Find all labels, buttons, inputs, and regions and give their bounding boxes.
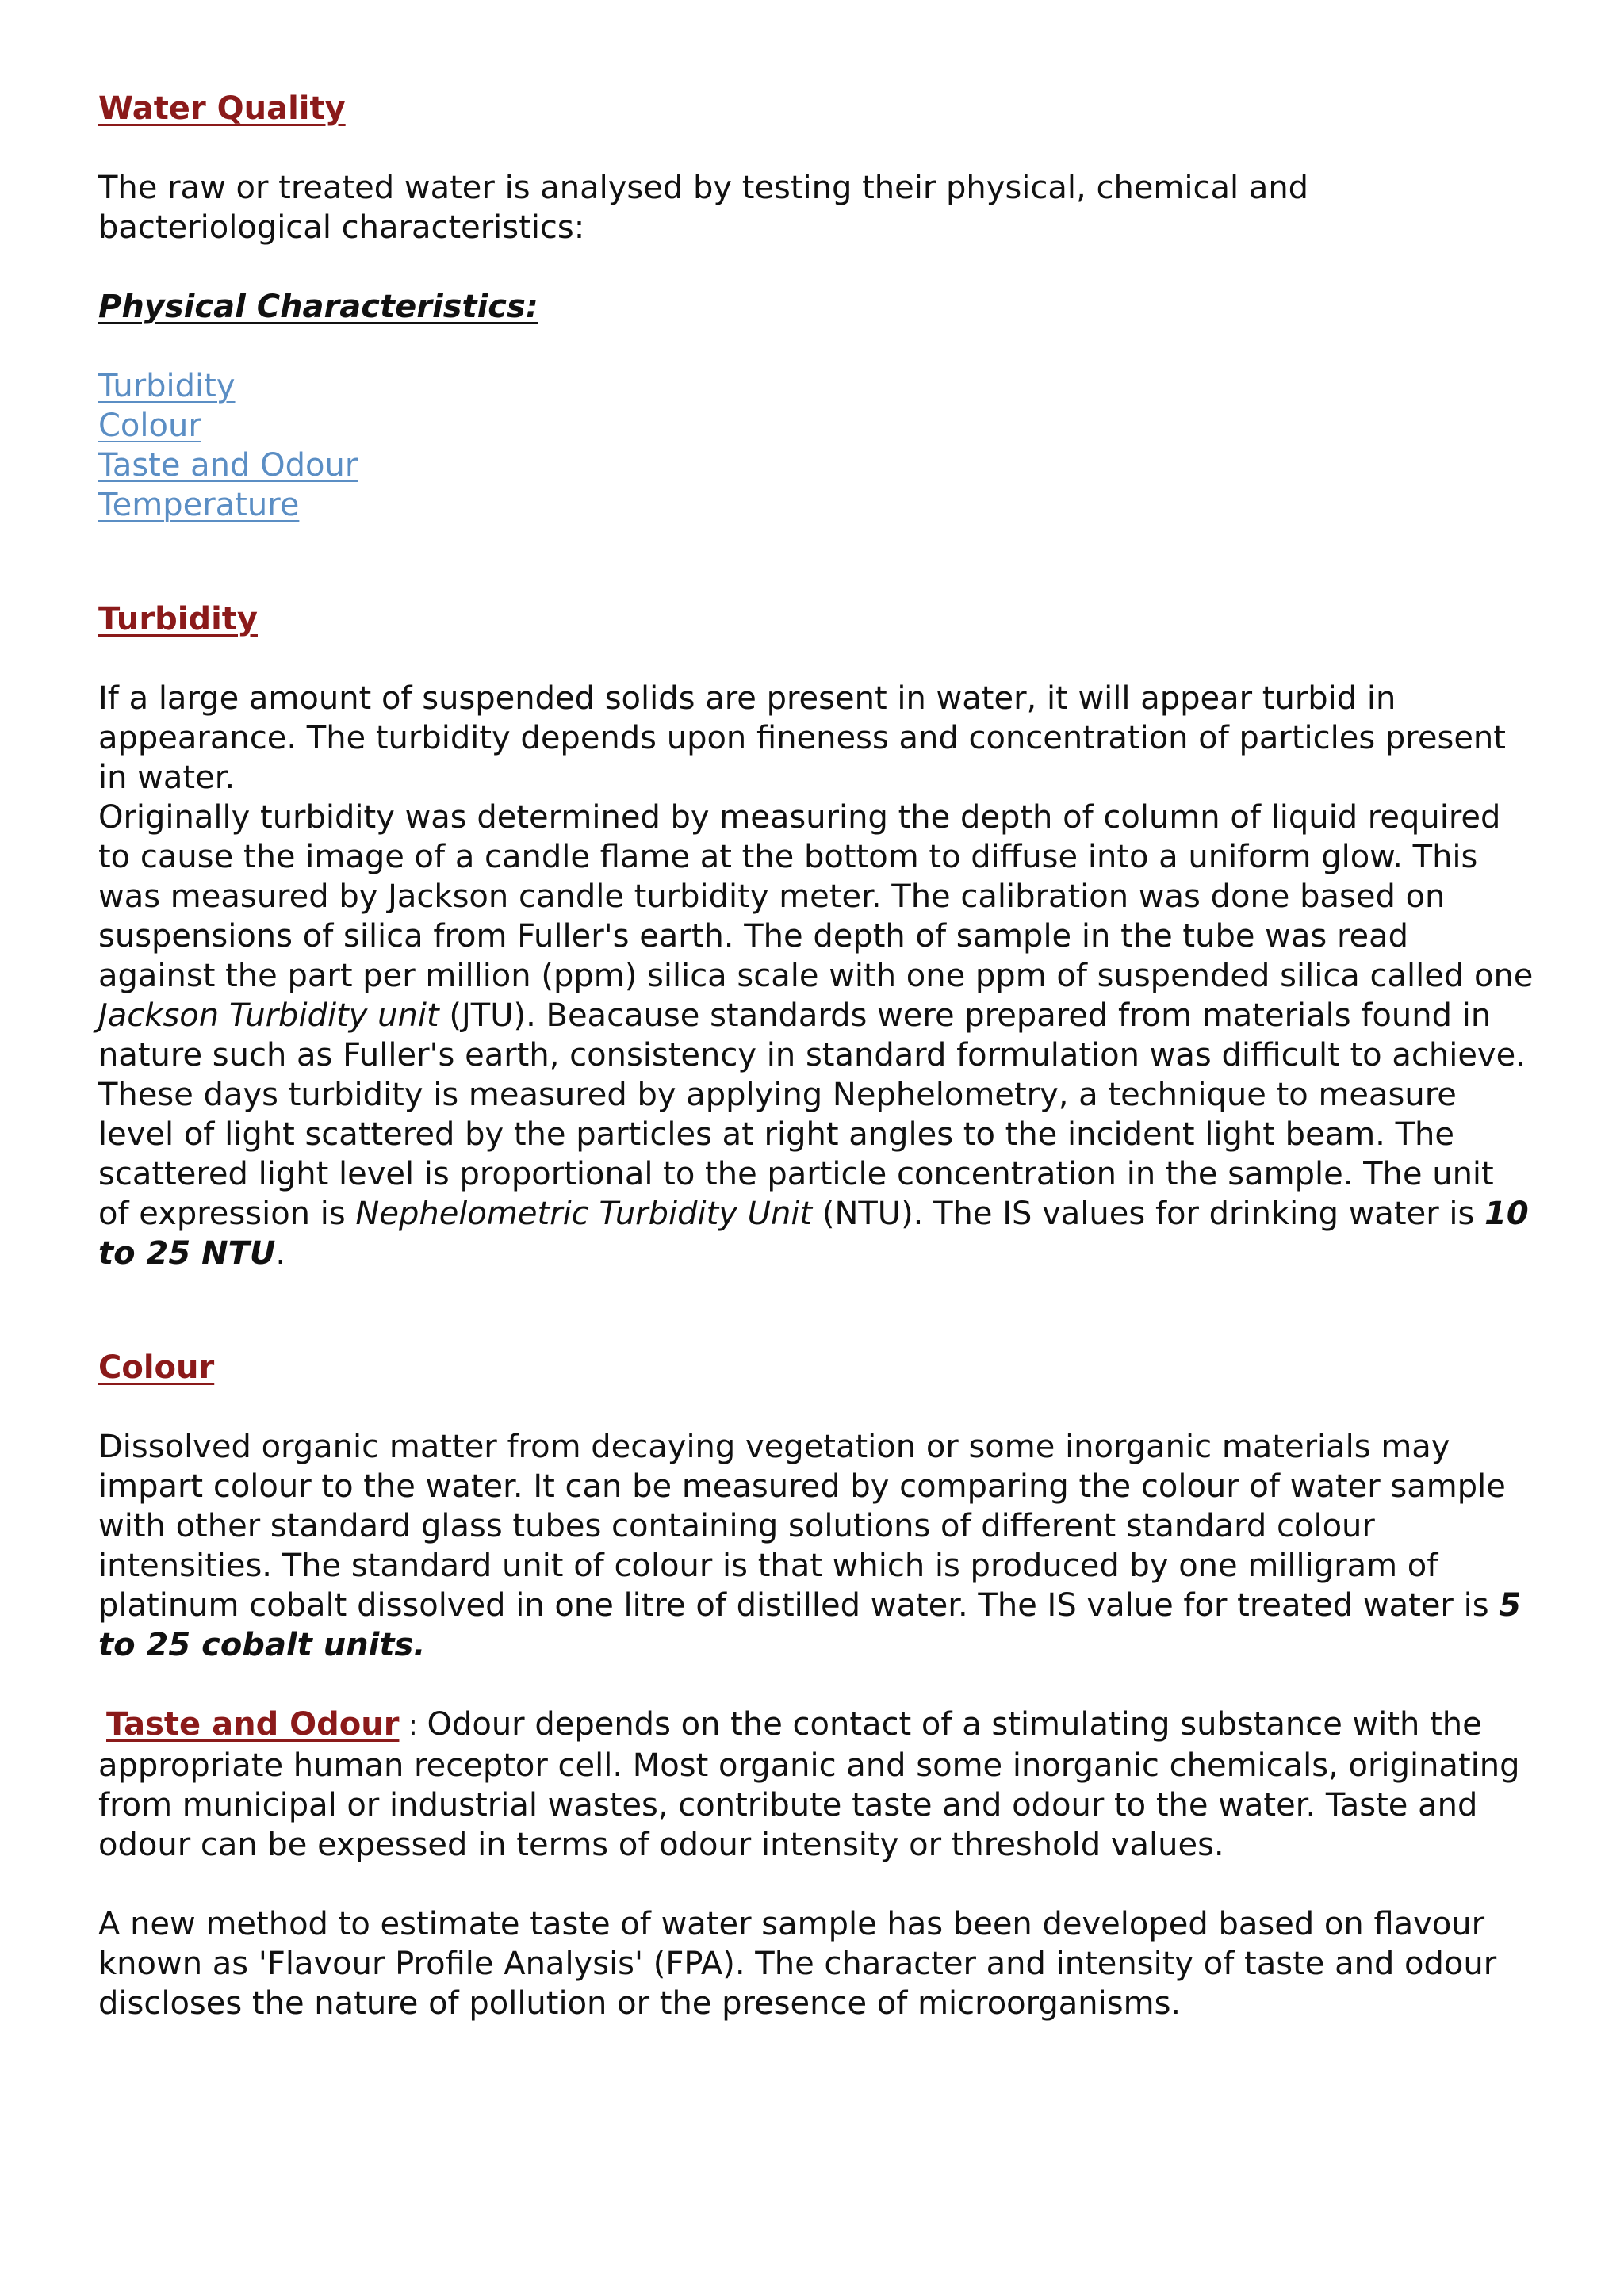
page-title: Water Quality — [98, 90, 346, 127]
colour-paragraph — [98, 1427, 1534, 1665]
physical-characteristics-heading: Physical Characteristics: — [98, 289, 538, 325]
taste-odour-colon: : — [399, 1709, 427, 1742]
turbidity-heading: Turbidity — [98, 601, 258, 637]
colour-text: Dissolved organic matter from decaying vegetation or some inorganic materials may impart colour to the water. It can be measured by comparing the colour of water sample with other standard glass tubes containing solutions of different standard colour intensities. The standard unit of colour is that which is produced by one milligram of platinum cobalt dissolved in one litre of distilled water. The IS value for treated water is — [98, 1429, 1506, 1624]
colour-heading: Colour — [98, 1349, 215, 1386]
taste-odour-text: Odour depends on the contact of a stimulating substance with the appropriate human receptor cell. Most organic and some inorganic chemicals, originating from municipal or industrial wastes, contribute taste and odour to the water. Taste and odour can be expessed in terms of odour intensity or threshold values. — [98, 1706, 1520, 1863]
nephelometric-turbidity-unit-term: Nephelometric Turbidity Unit — [355, 1196, 813, 1232]
turbidity-paragraph-2 — [98, 798, 1534, 1075]
document-page — [98, 89, 1534, 2023]
physical-links-list — [98, 366, 1534, 525]
taste-and-odour-heading: Taste and Odour — [106, 1706, 400, 1743]
taste-odour-paragraph-1 — [98, 1705, 1534, 1865]
turbidity-p2-text-a: Originally turbidity was determined by measuring the depth of column of liquid required to cause the image of a candle flame at the bottom to diffuse into a uniform glow. This was measured by Jackson candle turbidity meter. The calibration was done based on suspensions of silica from Fuller's earth. The depth of sample in the tube was read against the part per million (ppm) silica scale with one ppm of suspended silica called one — [98, 799, 1534, 994]
intro-paragraph: The raw or treated water is analysed by testing their physical, chemical and bacteriological characteristics: — [98, 170, 1309, 246]
link-colour[interactable]: Colour — [98, 408, 201, 444]
link-taste-and-odour[interactable]: Taste and Odour — [98, 447, 358, 484]
ntu-value: 10 to 25 NTU — [98, 1196, 1529, 1272]
turbidity-p2-text-b: (JTU). Beacause standards were prepared from materials found in nature such as Fuller's earth, consistency in standard formulation was difficult to achieve. — [98, 997, 1526, 1073]
turbidity-p3-text-b: (NTU). The IS values for drinking water is — [812, 1196, 1485, 1232]
turbidity-paragraph-1: If a large amount of suspended solids are present in water, it will appear turbid in appearance. The turbidity depends upon fineness and concentration of particles present in water. — [98, 680, 1506, 796]
cobalt-units-value: 5 to 25 cobalt units. — [98, 1587, 1522, 1663]
turbidity-paragraph-3 — [98, 1075, 1534, 1273]
turbidity-p3-text-a: These days turbidity is measured by applying Nephelometry, a technique to measure level of light scattered by the particles at right angles to the incident light beam. The scattered light level is proportional to the particle concentration in the sample. The unit of expression is — [98, 1077, 1494, 1232]
turbidity-p3-end: . — [275, 1235, 286, 1272]
taste-odour-paragraph-2: A new method to estimate taste of water sample has been developed based on flavour known as 'Flavour Profile Analysis' (FPA). The character and intensity of taste and odour discloses the nature of pollution or the presence of microorganisms. — [98, 1906, 1497, 2022]
link-temperature[interactable]: Temperature — [98, 487, 300, 523]
jackson-turbidity-unit-term: Jackson Turbidity unit — [98, 997, 439, 1034]
link-turbidity[interactable]: Turbidity — [98, 368, 236, 404]
